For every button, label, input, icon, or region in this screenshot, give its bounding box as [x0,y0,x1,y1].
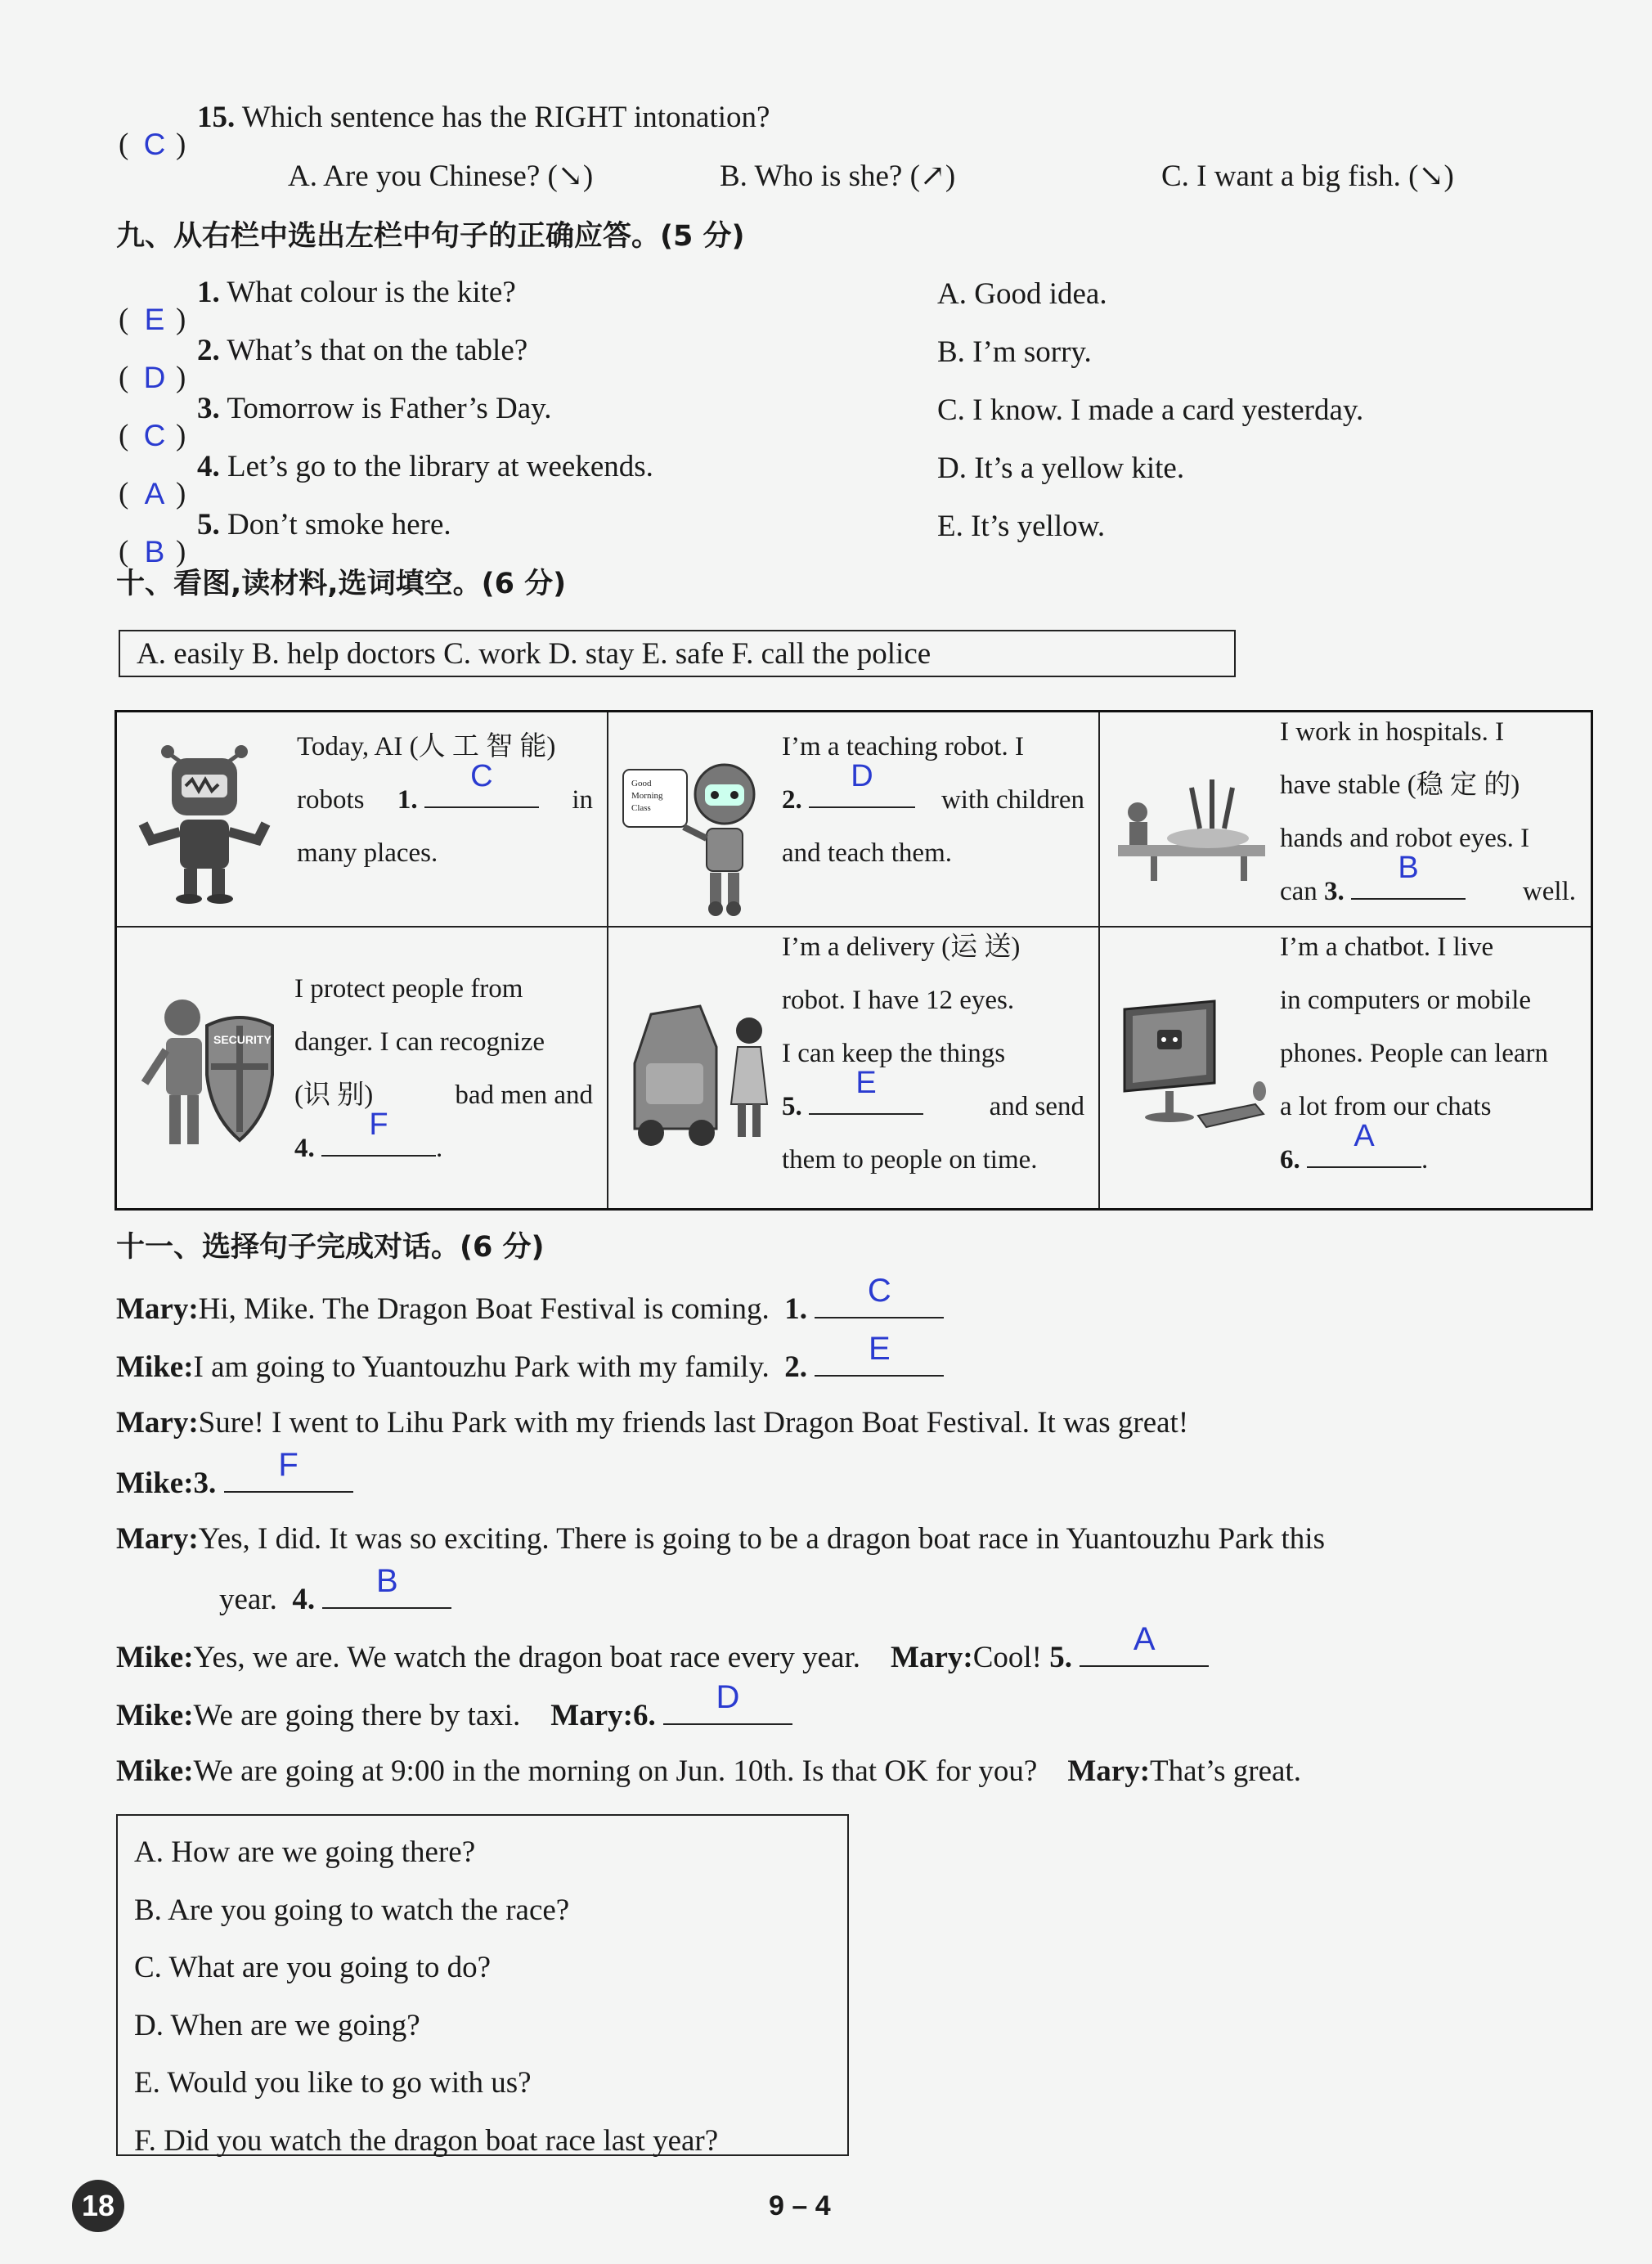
robot-grid [114,710,1593,1211]
answer-11-4: B [376,1563,398,1599]
cell-6-text: I’m a chatbot. I live in computers or mobile phones. People can learn a lot from our chats 6. A . [1280,932,1549,1175]
sign-good: Good [631,779,652,788]
q15-option-a: A. Are you Chinese? (↘) [288,159,594,193]
answer-10-6: A [1353,1119,1375,1153]
blank-10-6 [1307,1119,1421,1168]
cell-6 [1100,928,1591,1208]
word-bank: A. easily B. help doctors C. work D. stay E. safe F. call the police [119,630,1236,677]
q15-option-c: C. I want a big fish. (↘) [1161,159,1454,193]
blank-10-2 [809,759,915,808]
answer-10-2: D [851,759,873,793]
blank-11-3 [224,1447,353,1493]
cell-3 [1100,712,1591,928]
dialogue-line-8: Mike:We are going at 9:00 in the morning on Jun. 10th. Is that OK for you? Mary:That’s great. [116,1754,1301,1788]
answer-11-3: F [278,1447,299,1483]
sec9-item-2: ( D ) 2. What’s that on the table? [119,333,527,369]
blank-10-5 [809,1066,923,1115]
dialogue-line-3: Mary:Sure! I went to Lihu Park with my friends last Dragon Boat Festival. It was great! [116,1406,1189,1440]
sec9-option-c: C. I know. I made a card yesterday. [937,393,1364,427]
robot-illustration [135,742,274,905]
section-11-heading: 十一、选择句子完成对话。(6 分) [116,1231,545,1264]
cell-4 [117,928,608,1208]
cell-2 [608,712,1100,928]
blank-11-2 [815,1331,944,1377]
answer-10-4: F [369,1107,388,1142]
sec9-item-1: ( E ) 1. What colour is the kite? [119,275,516,311]
blank-11-4 [322,1563,451,1609]
answer-15: C [143,128,166,161]
computer-chatbot-illustration [1116,993,1272,1148]
surgery-robot-illustration [1110,771,1273,886]
cell-3-text: I work in hospitals. I have stable (稳 定 的) hands and robot eyes. I can 3. B well. [1280,717,1576,906]
sec9-item-4: ( A ) 4. Let’s go to the library at weekends. [119,449,653,485]
blank-11-5 [1080,1621,1209,1667]
page-code: 9 – 4 [769,2190,831,2221]
blank-10-1 [424,759,539,808]
answer-10-5: E [855,1066,877,1100]
cell-5-text: I’m a delivery (运 送) robot. I have 12 eyes. I can keep the things 5. E and send them to people on time. [782,932,1084,1175]
blank-10-4 [321,1107,436,1157]
dialogue-option-b: B. Are you going to watch the race? [134,1893,570,1927]
teaching-robot-illustration [620,753,767,917]
sec9-option-e: E. It’s yellow. [937,510,1106,543]
cell-2-text: I’m a teaching robot. I 2. D with children and teach them. [782,732,1084,868]
dialogue-line-2: Mike:I am going to Yuantouzhu Park with my family. 2. E [116,1347,944,1386]
dialogue-options-box [116,1814,849,2156]
question-15: ( C ) 15. Which sentence has the RIGHT intonation? [119,100,770,136]
section-9-heading: 九、从右栏中选出左栏中句子的正确应答。(5 分) [116,220,745,253]
sec9-item-5: ( B ) 5. Don’t smoke here. [119,507,451,543]
blank-10-3 [1351,851,1466,900]
answer-10-3: B [1398,851,1419,885]
dialogue-option-e: E. Would you like to go with us? [134,2066,532,2100]
security-label: SECURITY [213,1033,272,1046]
dialogue-line-4: Mike:3. F [116,1463,353,1502]
sign-class: Class [631,803,651,813]
blank-11-1 [815,1273,944,1318]
sec9-option-a: A. Good idea. [937,277,1107,311]
cell-1 [117,712,608,928]
dialogue-line-5: Mary:Yes, I did. It was so exciting. There is going to be a dragon boat race in Yuantouzhu Park this [116,1522,1325,1556]
answer-9-1: E [144,303,165,336]
answer-9-4: A [144,477,165,510]
question-number: 15. [197,101,236,134]
dialogue-option-a: A. How are we going there? [134,1835,476,1869]
cell-5 [608,928,1100,1208]
dialogue-option-c: C. What are you going to do? [134,1951,492,1984]
sec9-option-d: D. It’s a yellow kite. [937,451,1185,485]
answer-11-5: A [1133,1621,1156,1657]
sec9-option-b: B. I’m sorry. [937,335,1092,369]
answer-10-1: C [470,759,493,793]
security-robot-illustration [133,993,289,1157]
answer-9-5: B [144,535,165,568]
answer-11-2: E [868,1331,891,1367]
blank-11-6 [663,1679,792,1725]
sign-morning: Morning [631,791,663,801]
section-10-heading: 十、看图,读材料,选词填空。(6 分) [116,568,567,600]
dialogue-option-f: F. Did you watch the dragon boat race last year? [134,2123,719,2158]
cell-1-text: Today, AI (人 工 智 能) robots 1. C in many places. [297,732,593,868]
dialogue-line-6: Mike:Yes, we are. We watch the dragon boat race every year. Mary:Cool! 5. A [116,1637,1209,1676]
dialogue-line-1: Mary:Hi, Mike. The Dragon Boat Festival is coming. 1. C [116,1289,944,1327]
delivery-robot-illustration [626,998,782,1153]
answer-11-1: C [867,1273,891,1309]
dialogue-line-5b: year. 4. B [219,1579,451,1618]
q15-option-b: B. Who is she? (↗) [720,159,956,193]
cell-4-text: I protect people from danger. I can recognize (识 别) bad men and 4. F . [294,974,593,1163]
answer-9-2: D [143,361,166,394]
answer-11-6: D [716,1679,740,1715]
answer-9-3: C [143,419,166,452]
question-text: Which sentence has the RIGHT intonation? [241,101,770,134]
dialogue-line-7: Mike:We are going there by taxi. Mary:6. D [116,1696,792,1734]
sec9-item-3: ( C ) 3. Tomorrow is Father’s Day. [119,391,552,427]
page-number-badge: 18 [72,2180,124,2232]
dialogue-option-d: D. When are we going? [134,2008,420,2042]
